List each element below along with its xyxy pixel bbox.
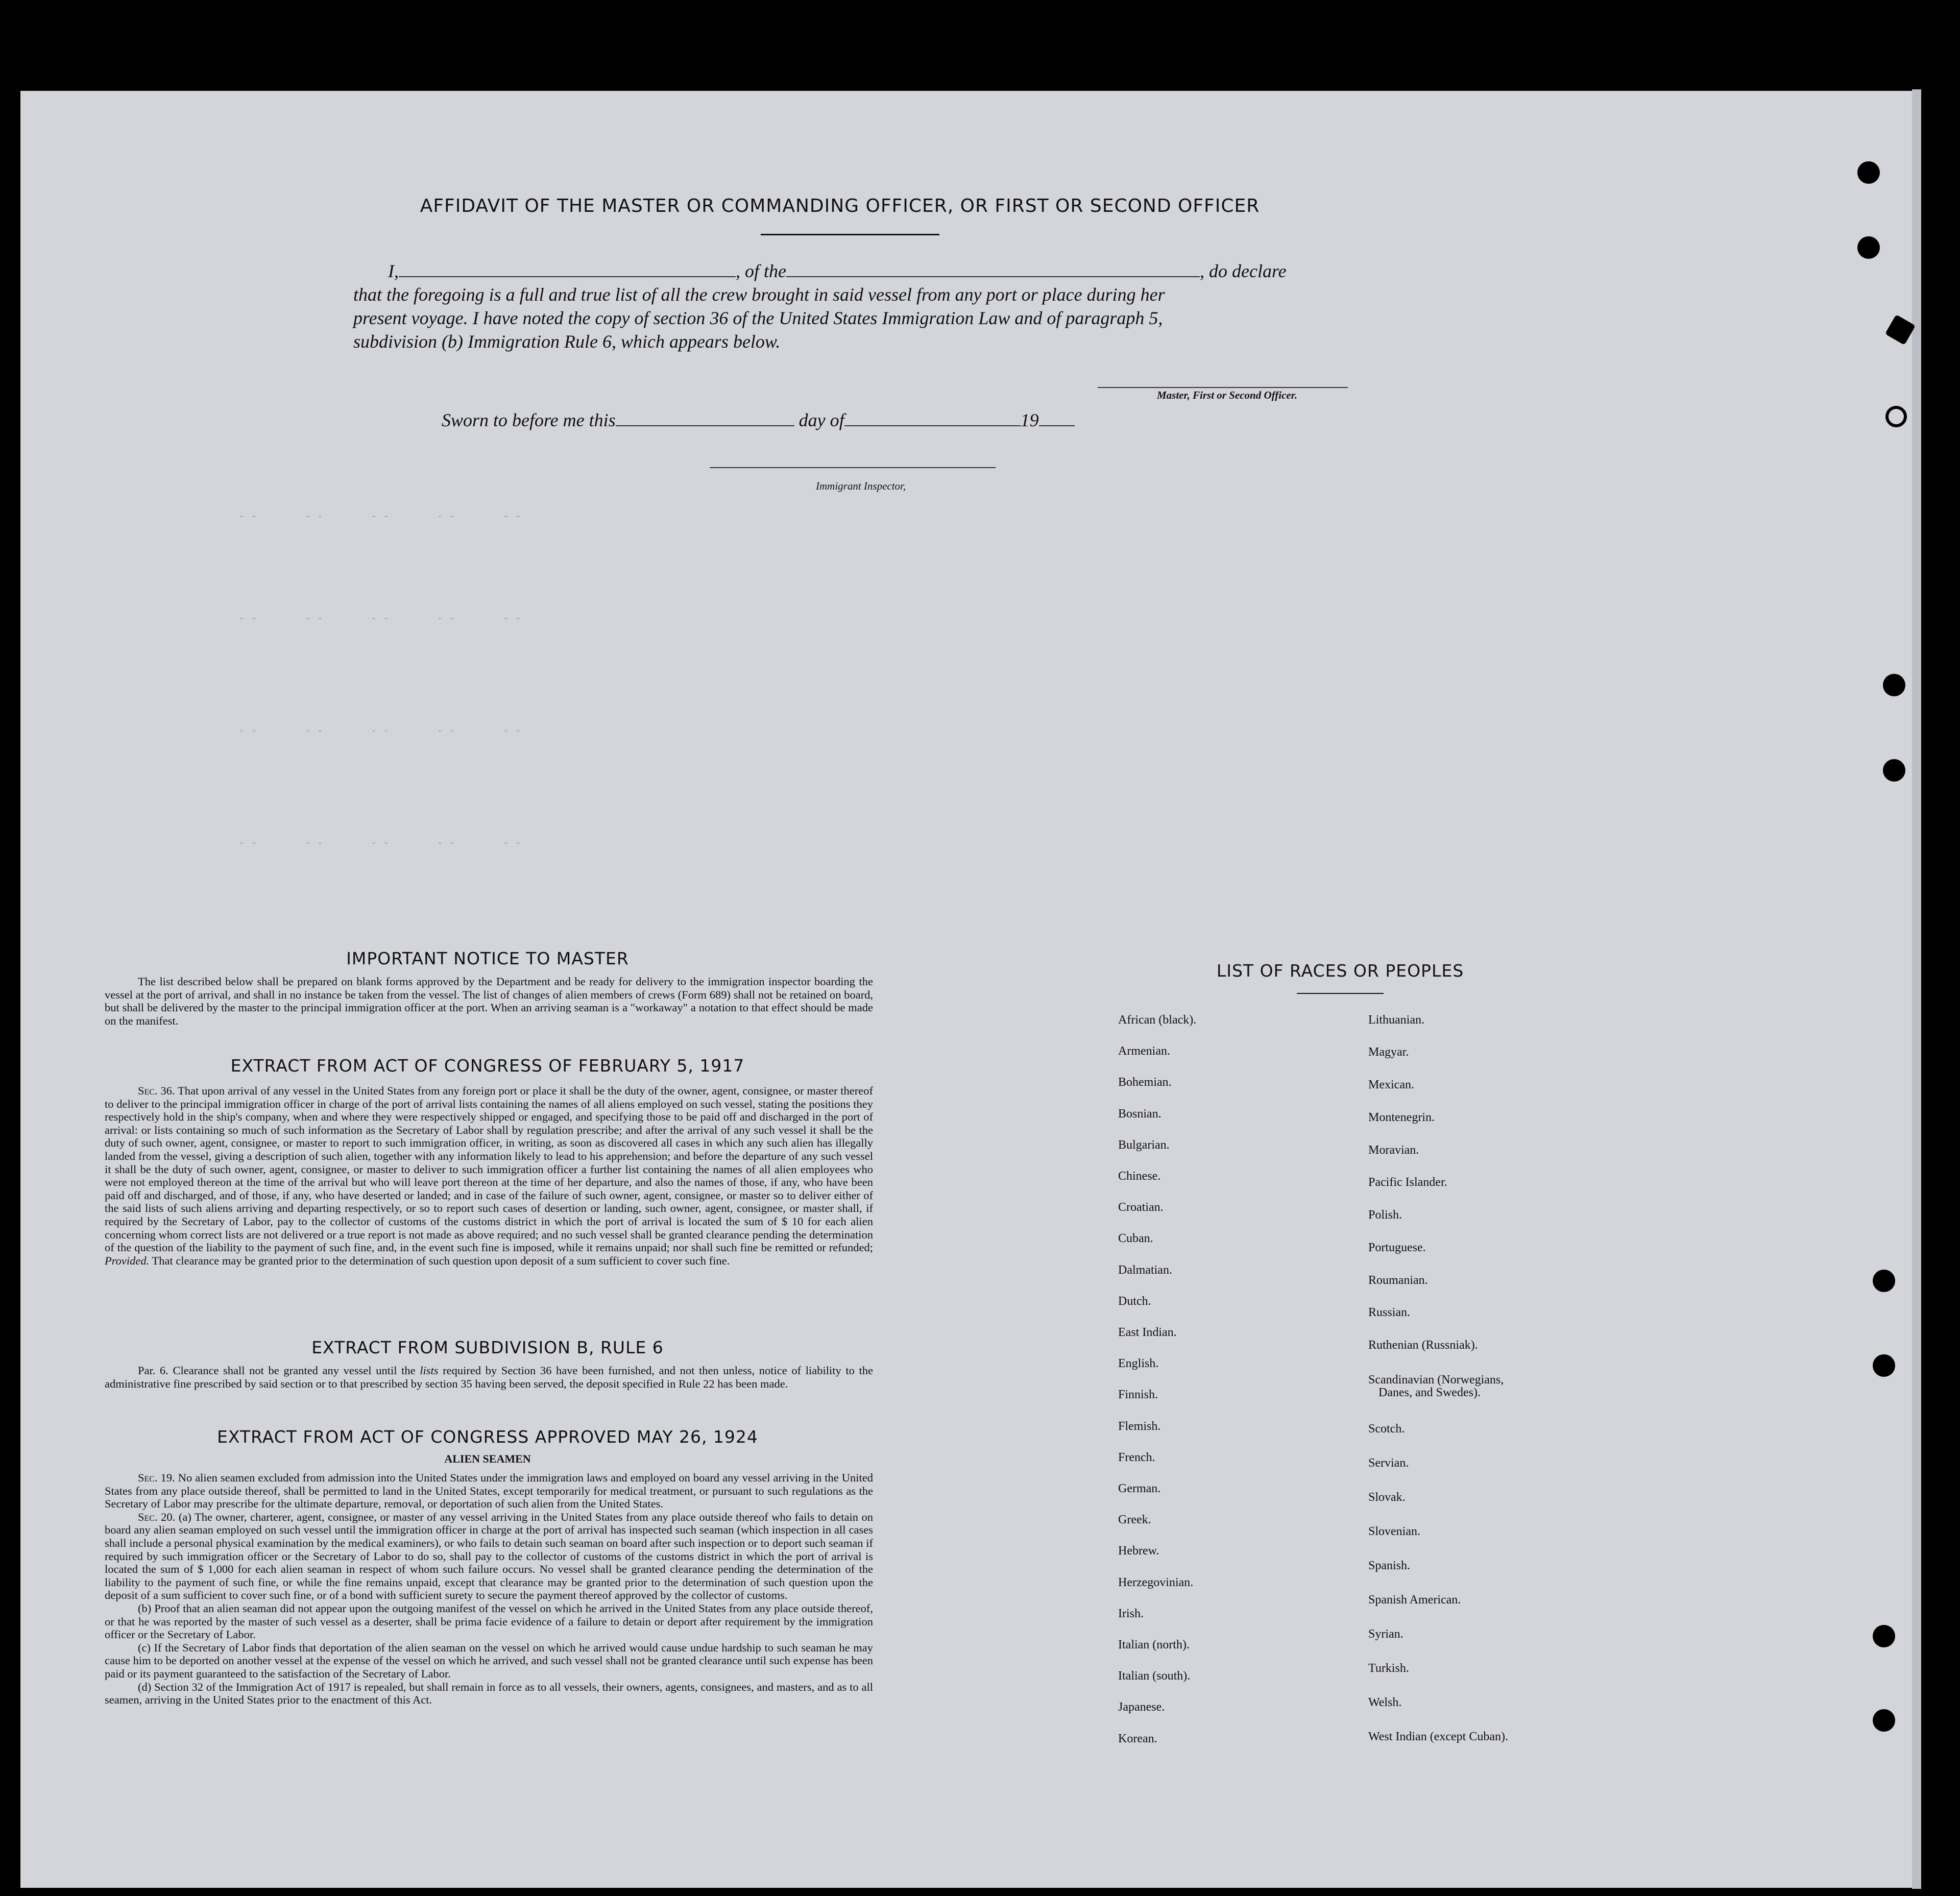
race-item: Slovenian. xyxy=(1368,1525,1420,1538)
binder-hole xyxy=(1873,1354,1895,1377)
master-caption: Master, First or Second Officer. xyxy=(1157,389,1297,401)
provided-word: Provided. xyxy=(105,1254,150,1267)
bleed-through: - - - - - - - - - - xyxy=(240,837,523,848)
race-item: Mexican. xyxy=(1368,1078,1414,1091)
affidavit-of-the: , of the xyxy=(736,261,786,281)
race-item: French. xyxy=(1118,1450,1155,1464)
affidavit-line-4: subdivision (b) Immigration Rule 6, which appears below. xyxy=(353,331,781,352)
sec-19-paragraph xyxy=(105,1471,873,1511)
race-item: Italian (north). xyxy=(1118,1638,1190,1651)
binder-hole xyxy=(1873,1625,1895,1647)
para-d: (d) Section 32 of the Immigration Act of 1917 is repealed, but shall remain in force as to all vessels, their owners, agents, consignees, and masters, and as to all seamen, arriving in the United States prior to the enactment of this Act. xyxy=(105,1680,873,1707)
sworn-month-field[interactable] xyxy=(844,425,1021,426)
sec-20-label: Sec. 20. xyxy=(138,1510,176,1523)
notice-body xyxy=(105,975,873,1027)
binder-hole xyxy=(1857,236,1880,259)
race-item: African (black). xyxy=(1118,1013,1197,1027)
sworn-year-prefix: 19 xyxy=(1020,410,1039,430)
par-6-label: Par. 6. xyxy=(138,1364,168,1377)
binder-hole xyxy=(1883,674,1905,696)
officer-name-field[interactable] xyxy=(399,276,736,277)
sec-36-text: That upon arrival of any vessel in the United States from any foreign port or place it shall be the duty of the owner, agent, consignee, or master thereof to deliver to the principal immigration officer in charge of the port of arrival lists containing the names of all aliens employed on such vessel, stating the positions they respectively hold in the ship's company, when and where they were respectively shipped or engaged, and specifying those to be paid off and discharged in the port of arrival: or lists containing so much of such information as the Secretary of Labor shall by regulation prescribe; and after the arrival of any such vessel it shall be the duty of such owner, agent, consignee, or master to report to such immigration officer, in writing, as soon as discovered all cases in which any such alien has illegally landed from the vessel, giving a description of such alien, together with any information likely to lead to his apprehension; and before the departure of any such vessel it shall be the duty of such owner, agent, consignee, or master to deliver to such immigration officer a further list containing the names of all alien employees who were not employed thereon at the time of the arrival but who will leave port thereon at the time of her departure, and also the names of those, if any, who have been paid off and discharged, and of those, if any, who have deserted or landed; and in case of the failure of such owner, agent, consignee, or master so to deliver either of the said lists of such aliens arriving and departing respectively, or so to report such cases of desertion or landing, such owner, agent, consignee, or master shall, if required by the Secretary of Labor, pay to the collector of customs of the customs district in which the port of arrival is located the sum of $ 10 for each alien concerning whom correct lists are not delivered or a true report is not made as above required; and no such vessel shall be granted clearance pending the determination of the question of the liability to the payment of such fine, and, in the event such fine is imposed, while it remains unpaid; nor shall such fine be remitted or refunded; xyxy=(105,1084,873,1254)
race-item: Chinese. xyxy=(1118,1170,1161,1183)
race-item: Croatian. xyxy=(1118,1201,1164,1214)
race-item: Magyar. xyxy=(1368,1046,1409,1059)
race-item: Armenian. xyxy=(1118,1044,1170,1058)
bleed-through: - - - - - - - - - - xyxy=(240,613,523,624)
sworn-line xyxy=(442,408,1075,432)
race-item: Pacific Islander. xyxy=(1368,1176,1447,1189)
extract-1917-title: EXTRACT FROM ACT OF CONGRESS OF FEBRUARY 5, 1917 xyxy=(230,1056,745,1076)
race-item: Ruthenian (Russniak). xyxy=(1368,1339,1478,1352)
sworn-day-of: day of xyxy=(798,410,844,430)
sec-20-text: (a) The owner, charterer, agent, consignee, or master of any vessel arriving in the United States from any place outside thereof who fails to detain on board any alien seaman employed on such vessel until the immigration officer in charge at the port of arrival has inspected such seaman (which inspection in all cases shall include a personal physical examination by the medical examiners), or who fails to detain such seaman on board after such inspection or to deport such seaman if required by such immigration officer or the Secretary of Labor to do so, shall pay to the collector of customs of the customs district in which the port of arrival is located the sum of $ 1,000 for each alien seaman in respect of whom such failure occurs. No vessel shall be granted clearance pending the determination of the liability to the payment of such fine, or while the fine remains unpaid, except that clearance may be granted prior to the determination of such question upon the deposit of a sum sufficient to cover such fine, or of a bond with sufficient surety to secure the payment thereof approved by the collector of customs. xyxy=(105,1510,874,1602)
bleed-through: - - - - - - - - - - xyxy=(240,511,523,522)
affidavit-text xyxy=(353,259,1354,353)
binder-hole xyxy=(1873,1270,1895,1292)
affidavit-line-3: present voyage. I have noted the copy of section 36 of the United States Immigration Law and of paragraph 5, xyxy=(353,308,1163,328)
race-item: Moravian. xyxy=(1368,1144,1419,1157)
inspector-caption: Immigrant Inspector, xyxy=(816,480,906,492)
sec-36-paragraph xyxy=(105,1084,873,1267)
race-item: Irish. xyxy=(1118,1607,1144,1620)
sheet-edge xyxy=(1912,89,1921,1889)
notice-title: IMPORTANT NOTICE TO MASTER xyxy=(346,949,629,968)
race-item: Scandinavian (Norwegians, xyxy=(1368,1373,1504,1387)
lists-word: lists xyxy=(420,1364,439,1377)
race-item: Dutch. xyxy=(1118,1294,1151,1308)
race-item: Russian. xyxy=(1368,1306,1411,1319)
rule-6-body xyxy=(105,1364,873,1390)
race-item: Japanese. xyxy=(1118,1700,1165,1714)
sec-36-label: Sec. 36. xyxy=(138,1084,175,1097)
races-underline xyxy=(1297,993,1384,994)
race-item: Syrian. xyxy=(1368,1627,1404,1641)
race-item: Bosnian. xyxy=(1118,1107,1162,1121)
race-item: Lithuanian. xyxy=(1368,1013,1424,1027)
race-item: West Indian (except Cuban). xyxy=(1368,1730,1508,1743)
race-item: Greek. xyxy=(1118,1513,1151,1527)
binder-hole xyxy=(1885,406,1907,427)
race-item: Italian (south). xyxy=(1118,1669,1191,1683)
sec-19-text: No alien seamen excluded from admission into the United States under the immigration laws and employed on board any vessel arriving in the United States from any place outside thereof, shall be permitted to land in the United States, except temporarily for medical treatment, or pursuant to such regulations as the Secretary of Labor may prescribe for the ultimate departure, removal, or deportation of such alien from the United States. xyxy=(105,1471,873,1511)
race-item: Servian. xyxy=(1368,1456,1409,1470)
affidavit-line-2: that the foregoing is a full and true list of all the crew brought in said vessel from any port or place during her xyxy=(353,284,1165,305)
sworn-day-field[interactable] xyxy=(616,425,794,426)
race-item: Bohemian. xyxy=(1118,1076,1172,1089)
extract-1924-title: EXTRACT FROM ACT OF CONGRESS APPROVED MAY 26, 1924 xyxy=(217,1427,758,1447)
title-underline xyxy=(761,234,939,235)
affidavit-do-declare: , do declare xyxy=(1199,261,1287,281)
race-item: Bulgarian. xyxy=(1118,1138,1170,1152)
race-item: Dalmatian. xyxy=(1118,1263,1172,1277)
extract-1924-body xyxy=(105,1471,873,1707)
race-item: Cuban. xyxy=(1118,1232,1153,1246)
race-item: Hebrew. xyxy=(1118,1544,1159,1558)
binder-hole xyxy=(1857,161,1880,184)
race-item: Spanish American. xyxy=(1368,1593,1461,1607)
race-item: Portuguese. xyxy=(1368,1241,1426,1254)
race-item: East Indian. xyxy=(1118,1326,1177,1339)
para-c: (c) If the Secretary of Labor finds that deportation of the alien seaman on the vessel on which he arrived would cause undue hardship to such seaman he may cause him to be deported on another vessel at the expense of the vessel on which he arrived, and such vessel shall not be granted clearance until such expense has been paid or its payment guaranteed to the satisfaction of the Secretary of Labor. xyxy=(105,1641,873,1680)
para-b: (b) Proof that an alien seaman did not appear upon the outgoing manifest of the vessel on which he arrived in the United States from any place outside thereof, or that he was reported by the master of such vessel as a deserter, shall be prima facie evidence of a failure to detain or deport after requirement by the immigration officer or the Secretary of Labor. xyxy=(105,1601,873,1641)
notice-text: The list described below shall be prepared on blank forms approved by the Department and be ready for delivery to the immigration inspector boarding the vessel at the port of arrival, and shall in no instance be taken from the vessel. The list of changes of alien members of crews (Form 689) shall not be retained on board, but shall be delivered by the master to the principal immigration officer at the port. When an arriving seaman is a "workaway" a notation to that effect should be made on the manifest. xyxy=(105,975,873,1027)
inspector-signature-field[interactable] xyxy=(710,467,996,468)
affidavit-line-1 xyxy=(353,259,1354,283)
sec-36-text-end: That clearance may be granted prior to the determination of such question upon deposit of a sum sufficient to cover such fine. xyxy=(152,1254,730,1267)
par-6-paragraph xyxy=(105,1364,873,1390)
race-item: Slovak. xyxy=(1368,1491,1406,1504)
binder-hole xyxy=(1873,1709,1895,1732)
par-6-text: Clearance shall not be granted any vessel until the xyxy=(173,1364,416,1377)
race-item: Flemish. xyxy=(1118,1419,1161,1433)
vessel-name-field[interactable] xyxy=(786,276,1200,277)
rule-6-title: EXTRACT FROM SUBDIVISION B, RULE 6 xyxy=(311,1338,664,1357)
race-item: Herzegovinian. xyxy=(1118,1575,1194,1589)
race-item: Polish. xyxy=(1368,1208,1402,1222)
master-signature-field[interactable] xyxy=(1098,387,1348,388)
affidavit-title: AFFIDAVIT OF THE MASTER OR COMMANDING OFFICER, OR FIRST OR SECOND OFFICER xyxy=(420,196,1260,216)
race-item: Scotch. xyxy=(1368,1422,1405,1436)
bleed-through: - - - - - - - - - - xyxy=(240,725,523,736)
sworn-year-field[interactable] xyxy=(1039,425,1075,426)
sec-19-label: Sec. 19. xyxy=(138,1471,175,1484)
race-item: Roumanian. xyxy=(1368,1274,1428,1287)
race-item: Danes, and Swedes). xyxy=(1378,1386,1481,1399)
sec-20-paragraph xyxy=(105,1511,873,1602)
races-title: LIST OF RACES OR PEOPLES xyxy=(1216,961,1464,981)
race-item: Turkish. xyxy=(1368,1662,1409,1675)
alien-seamen-subtitle: ALIEN SEAMEN xyxy=(444,1452,531,1465)
race-item: Spanish. xyxy=(1368,1559,1411,1572)
binder-hole xyxy=(1883,759,1905,782)
par-6-text-end: required by Section 36 have been furnished, and not then unless, notice of liability to the administrative fine prescribed by said section or to that prescribed by section 35 having been served, the deposit specified in Rule 22 has been made. xyxy=(105,1364,873,1390)
race-item: Montenegrin. xyxy=(1368,1111,1435,1124)
race-item: English. xyxy=(1118,1357,1159,1371)
race-item: Korean. xyxy=(1118,1732,1157,1745)
affidavit-i: I, xyxy=(388,261,399,281)
race-item: German. xyxy=(1118,1482,1161,1495)
race-item: Welsh. xyxy=(1368,1696,1402,1709)
sworn-prefix: Sworn to before me this xyxy=(442,410,616,430)
race-item: Finnish. xyxy=(1118,1388,1158,1402)
extract-1917-body xyxy=(105,1084,873,1267)
